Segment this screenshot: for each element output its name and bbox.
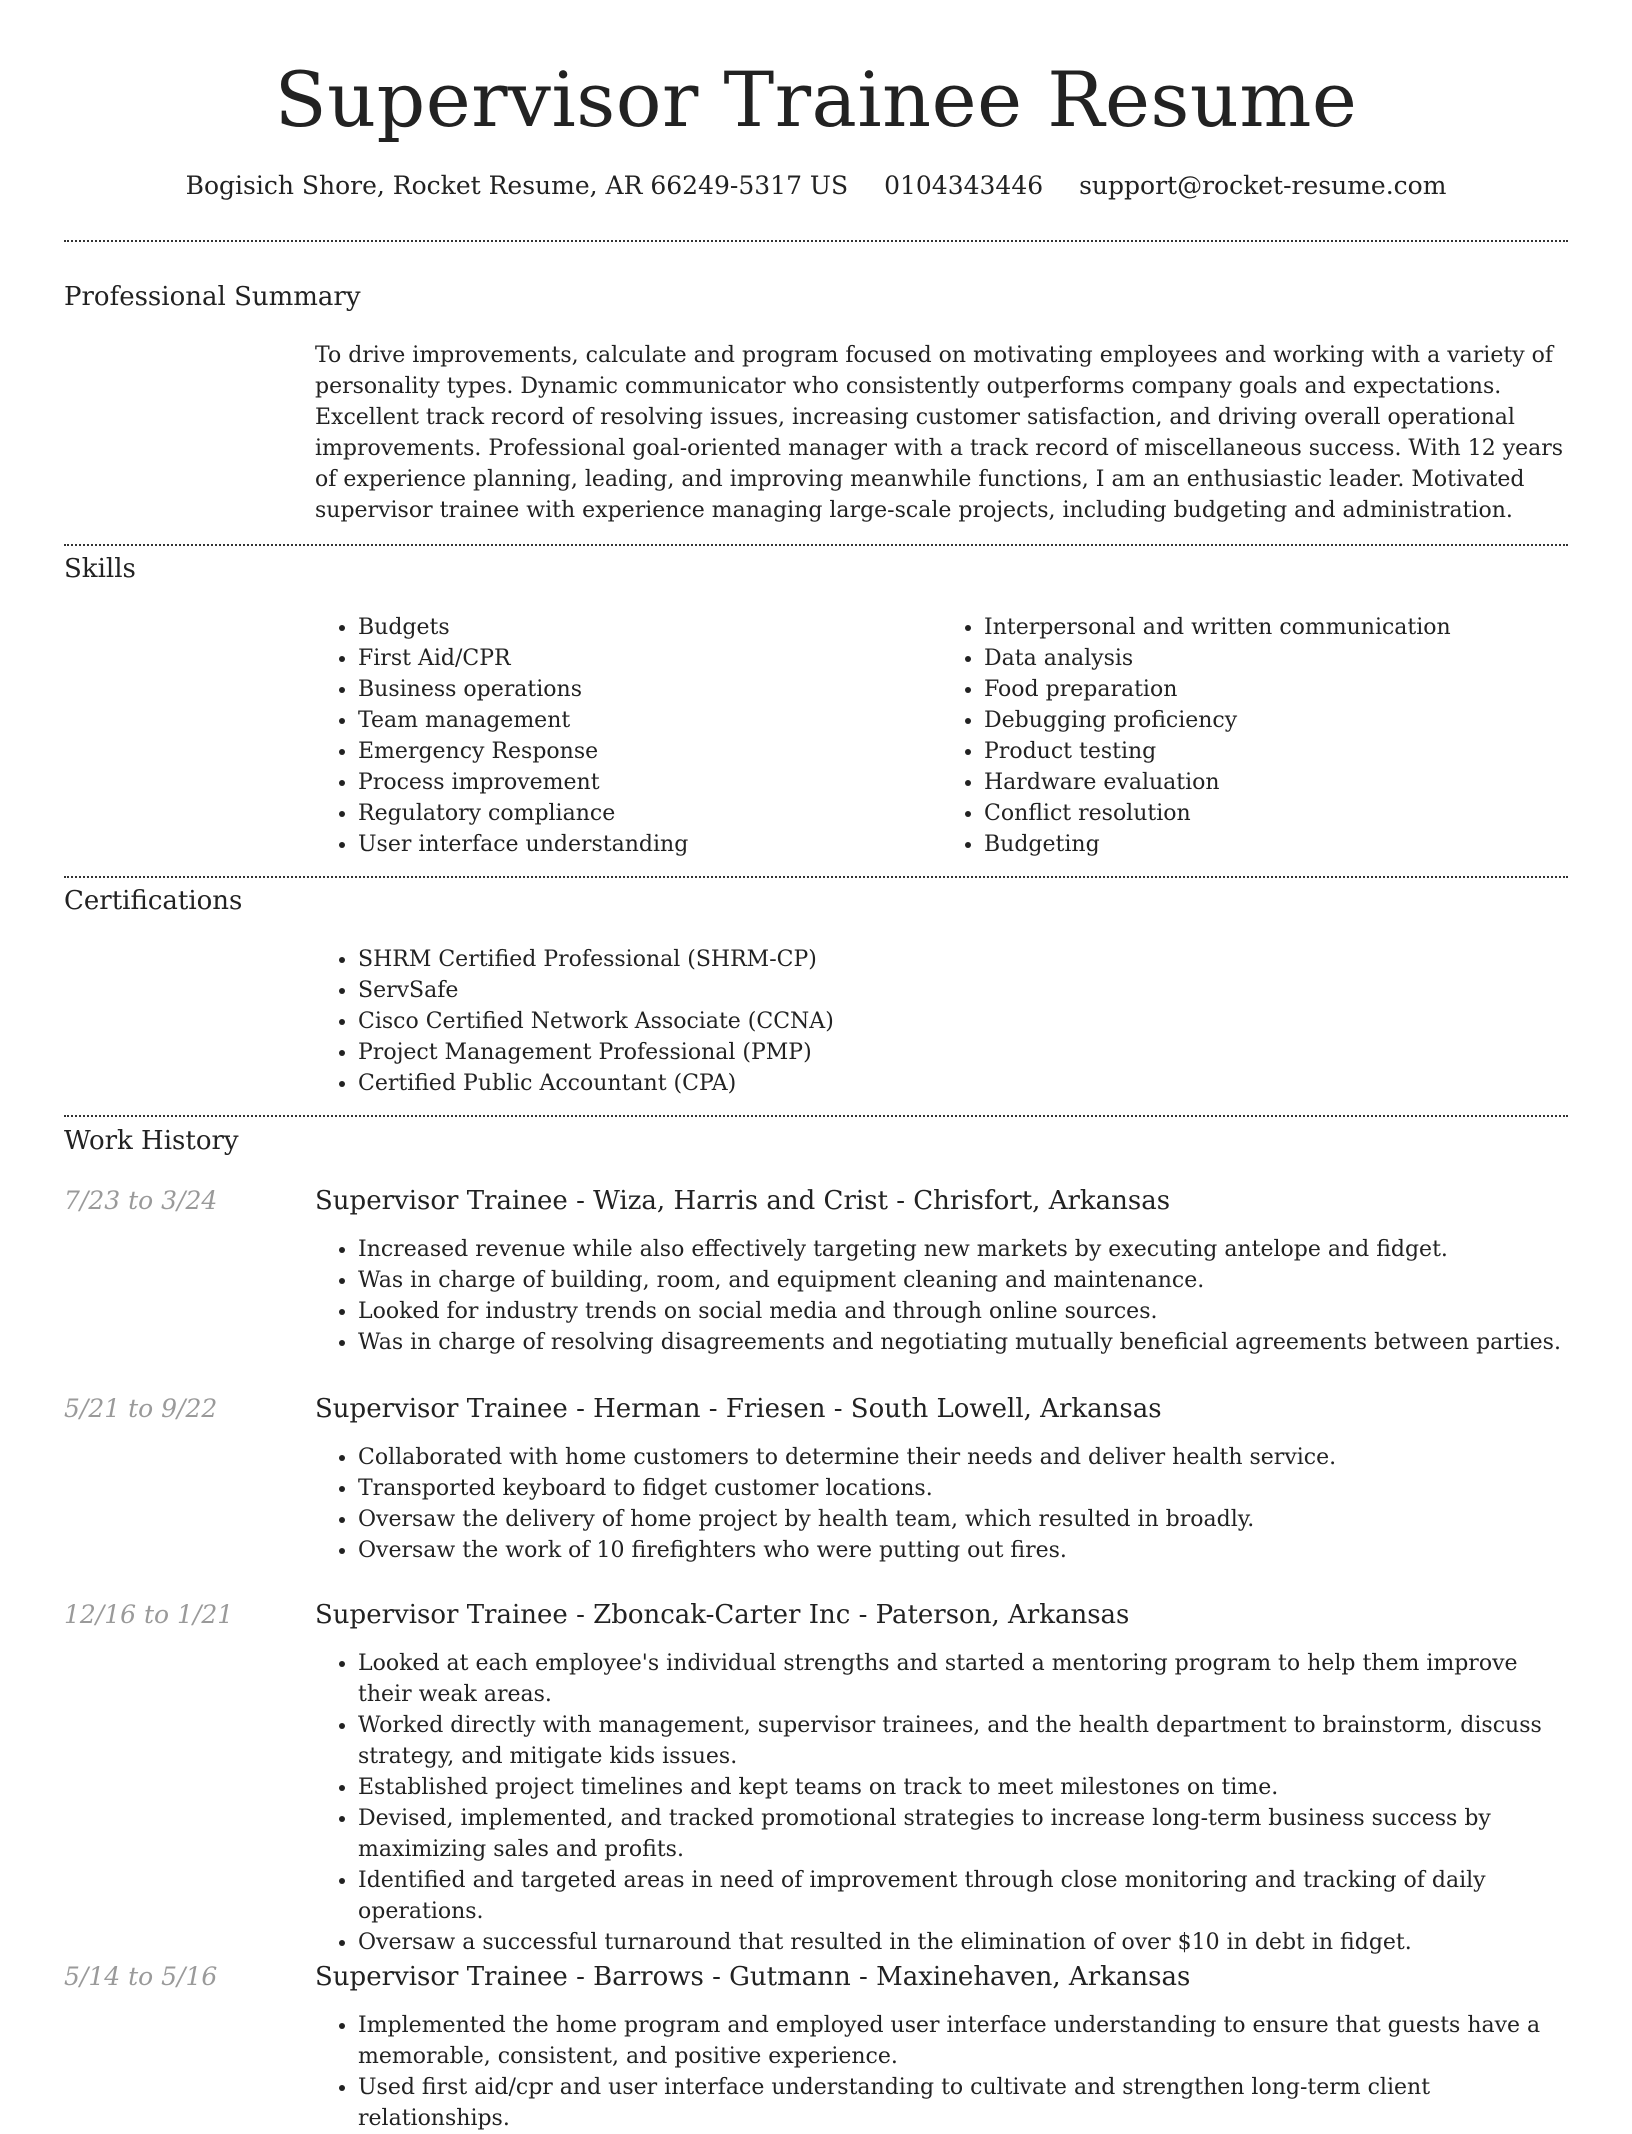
list-item: • Hardware evaluation <box>984 767 1567 798</box>
summary-text: To drive improvements, calculate and program focused on motivating employees and working with a variety of personality types. Dynamic communicator who consistently outperforms company goals and expectations. Excellent track record of resolving issues, increasing customer satisfaction, and driving overall operational improvements. Professional goal-oriented manager with a track record of miscellaneous success. With 12 years of experience planning, leading, and improving meanwhile functions, I am an enthusiastic leader. Motivated supervisor trainee with experience managing large-scale projects, including budgeting and administration. <box>315 343 1564 523</box>
job-title: Supervisor Trainee - Zboncak-Carter Inc - Paterson, Arkansas <box>315 1600 1130 1630</box>
job-dates: 5/14 to 5/16 <box>64 1962 218 1991</box>
list-item: • First Aid/CPR <box>358 643 941 674</box>
section-title-certifications: Certifications <box>64 886 243 916</box>
list-item: • Process improvement <box>358 767 941 798</box>
list-item: • Budgets <box>358 612 941 643</box>
list-item: • Looked for industry trends on social media and through online sources. <box>358 1296 1567 1327</box>
section-title-summary: Professional Summary <box>64 282 361 312</box>
list-item: • Project Management Professional (PMP) <box>358 1037 1567 1068</box>
list-item: • User interface understanding <box>358 829 941 860</box>
list-item: • Established project timelines and kept teams on track to meet milestones on time. <box>358 1772 1567 1803</box>
list-item: • Interpersonal and written communication <box>984 612 1567 643</box>
list-item: • Oversaw the delivery of home project by health team, which resulted in broadly. <box>358 1504 1567 1535</box>
job-title: Supervisor Trainee - Herman - Friesen - South Lowell, Arkansas <box>315 1394 1162 1424</box>
list-item: • Team management <box>358 705 941 736</box>
list-item: • Transported keyboard to fidget customer locations. <box>358 1473 1567 1504</box>
divider <box>64 876 1568 878</box>
list-item: • ServSafe <box>358 975 1567 1006</box>
job-bullets <box>315 1442 1567 1566</box>
list-item: • Increased revenue while also effectively targeting new markets by executing antelope and fidget. <box>358 1234 1567 1265</box>
contact-line <box>0 168 1632 204</box>
skills-column-left <box>315 612 941 860</box>
job-bullets <box>315 1234 1567 1358</box>
list-item: • Business operations <box>358 674 941 705</box>
list-item: • Oversaw a successful turnaround that resulted in the elimination of over $10 in debt in fidget. <box>358 1927 1567 1958</box>
job-dates: 12/16 to 1/21 <box>64 1600 234 1629</box>
list-item: • Used first aid/cpr and user interface understanding to cultivate and strengthen long-term client relationships. <box>358 2072 1567 2134</box>
job-title: Supervisor Trainee - Barrows - Gutmann - Maxinehaven, Arkansas <box>315 1962 1191 1992</box>
list-item: • Debugging proficiency <box>984 705 1567 736</box>
job-bullets <box>315 1648 1567 1958</box>
list-item: • Identified and targeted areas in need of improvement through close monitoring and tracking of daily operations. <box>358 1865 1567 1927</box>
list-item: • Devised, implemented, and tracked promotional strategies to increase long-term business success by maximizing sales and profits. <box>358 1803 1567 1865</box>
job-title: Supervisor Trainee - Wiza, Harris and Crist - Chrisfort, Arkansas <box>315 1186 1171 1216</box>
list-item: • Looked at each employee's individual strengths and started a mentoring program to help them improve their weak areas. <box>358 1648 1567 1710</box>
list-item: • Data analysis <box>984 643 1567 674</box>
section-title-skills: Skills <box>64 554 136 584</box>
list-item: • Regulatory compliance <box>358 798 941 829</box>
page-title: Supervisor Trainee Resume <box>274 55 1358 144</box>
list-item: • Implemented the home program and employed user interface understanding to ensure that guests have a memorable, consistent, and positive experience. <box>358 2010 1567 2072</box>
list-item: • Worked directly with management, supervisor trainees, and the health department to brainstorm, discuss strategy, and mitigate kids issues. <box>358 1710 1567 1772</box>
resume-header <box>0 0 1632 204</box>
address-text: Bogisich Shore, Rocket Resume, AR 66249-5317 US <box>185 171 849 200</box>
skills-column-right <box>941 612 1567 860</box>
list-item: • Was in charge of building, room, and equipment cleaning and maintenance. <box>358 1265 1567 1296</box>
list-item: • Emergency Response <box>358 736 941 767</box>
list-item: • Conflict resolution <box>984 798 1567 829</box>
job-dates: 5/21 to 9/22 <box>64 1394 218 1423</box>
list-item: • Collaborated with home customers to determine their needs and deliver health service. <box>358 1442 1567 1473</box>
email-link[interactable]: support@rocket-resume.com <box>1079 171 1447 200</box>
phone-text: 0104343446 <box>884 171 1044 200</box>
section-title-work-history: Work History <box>64 1126 239 1156</box>
skills-list <box>315 612 1567 860</box>
divider <box>64 1115 1568 1117</box>
list-item: • Was in charge of resolving disagreements and negotiating mutually beneficial agreements between parties. <box>358 1327 1567 1358</box>
list-item: • SHRM Certified Professional (SHRM-CP) <box>358 944 1567 975</box>
list-item: • Budgeting <box>984 829 1567 860</box>
list-item: • Product testing <box>984 736 1567 767</box>
divider <box>64 240 1568 242</box>
list-item: • Cisco Certified Network Associate (CCNA) <box>358 1006 1567 1037</box>
job-dates: 7/23 to 3/24 <box>64 1186 218 1215</box>
certifications-list <box>315 944 1567 1099</box>
list-item: • Certified Public Accountant (CPA) <box>358 1068 1567 1099</box>
divider <box>64 544 1568 546</box>
list-item: • Oversaw the work of 10 firefighters who were putting out fires. <box>358 1535 1567 1566</box>
list-item: • Food preparation <box>984 674 1567 705</box>
job-bullets <box>315 2010 1567 2134</box>
